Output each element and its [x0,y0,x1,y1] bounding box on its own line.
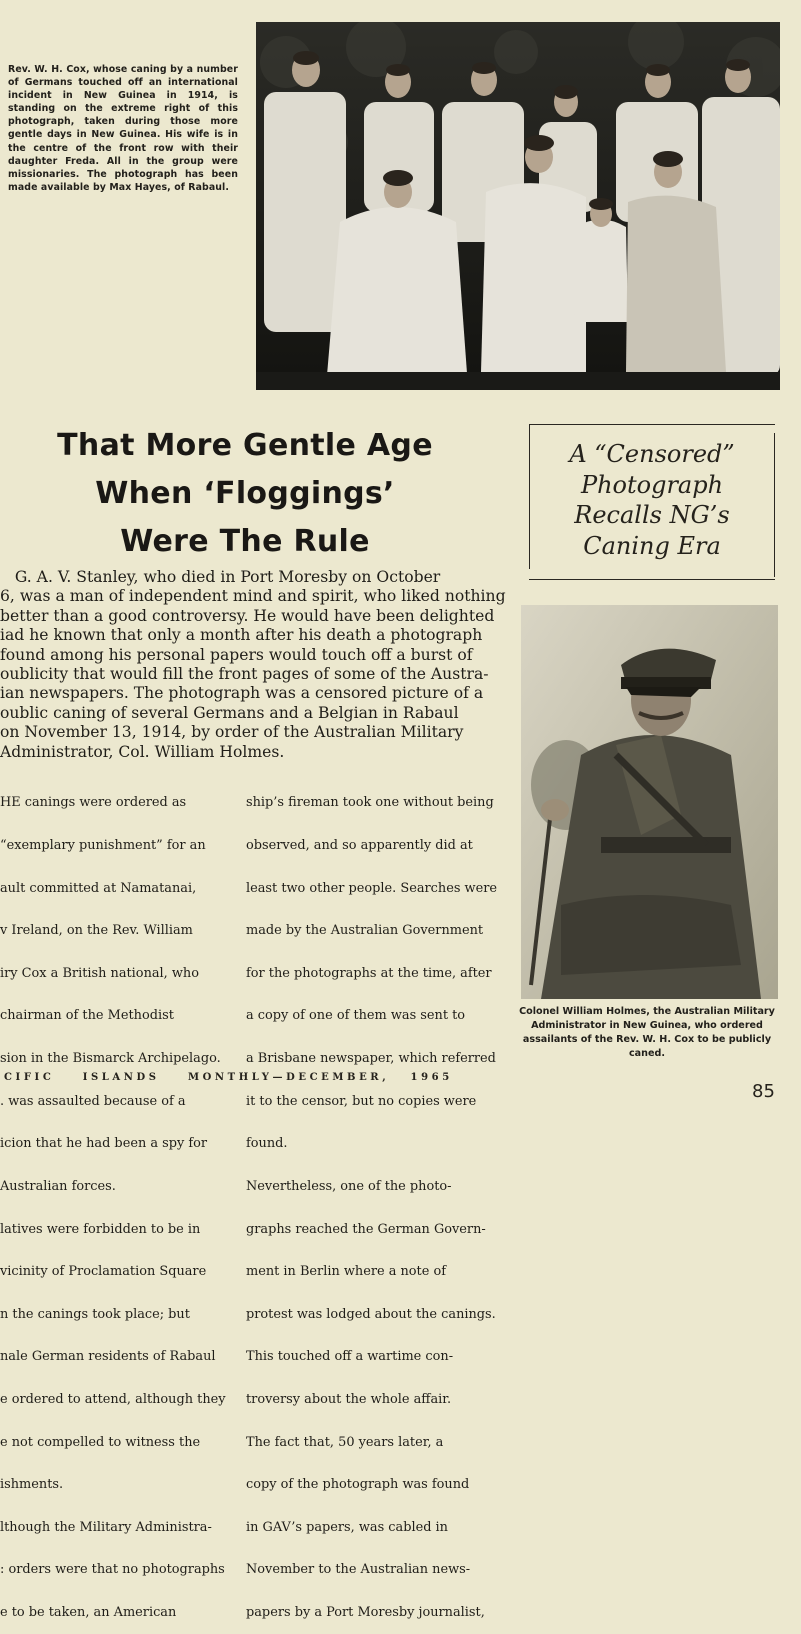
column-line: observed, and so apparently did at [246,838,473,854]
column-line: ishments. [0,1477,64,1493]
missionaries-photograph-image [256,22,780,390]
column-line: November to the Australian news- [246,1562,471,1578]
intro-line: on November 13, 1914, by order of the Australian Military [0,723,464,742]
intro-line: oublicity that would fill the front pages of some of the Austra- [0,665,489,684]
kicker-line-3: Recalls NG’s [574,501,730,529]
column-line: HE canings were ordered as [0,795,187,811]
intro-line: ian newspapers. The photograph was a censored picture of a [0,684,484,703]
column-line: copy of the photograph was found [246,1477,470,1493]
column-line: it to the censor, but no copies were [246,1093,477,1109]
column-line: a copy of one of them was sent to [246,1008,466,1024]
kicker-box [529,424,775,580]
column-line: a Brisbane newspaper, which referred [246,1051,496,1067]
body-column-1 [0,768,228,1634]
column-line: chairman of the Methodist [0,1008,174,1024]
column-line: n the canings took place; but [0,1306,190,1322]
column-line: found. [246,1136,288,1152]
running-footer: CIFIC ISLANDS MONTHLY—DECEMBER, 1965 [4,1072,453,1083]
article-headline [40,422,450,566]
column-line: ault committed at Namatanai, [0,880,197,896]
column-line: ment in Berlin where a note of [246,1264,446,1280]
column-line: iry Cox a British national, who [0,965,199,981]
colonel-holmes-photograph-image [521,605,778,999]
column-line: e ordered to attend, although they [0,1391,226,1407]
column-line: papers by a Port Moresby journalist, [246,1604,485,1620]
intro-line: better than a good controversy. He would have been delighted [0,606,495,625]
column-line: icion that he had been a spy for [0,1136,208,1152]
column-line: troversy about the whole affair. [246,1391,452,1407]
intro-line: Administrator, Col. William Holmes. [0,742,285,761]
column-line: Australian forces. [0,1178,116,1194]
column-line: latives were forbidden to be in [0,1221,201,1237]
column-line: protest was lodged about the canings. [246,1306,496,1322]
intro-paragraph [0,568,506,762]
kicker-line-2: Photograph [580,470,724,499]
colonel-holmes-photograph [521,605,778,999]
headline-line-1: That More Gentle Age [57,428,433,463]
column-line: This touched off a wartime con- [246,1349,454,1365]
headline-line-2: When ‘Floggings’ [95,476,395,511]
kicker-text [529,439,775,561]
intro-line: oublic caning of several Germans and a Belgian in Rabaul [0,703,459,722]
colonel-photo-caption: Colonel William Holmes, the Australian Military Administrator in New Guinea, who ordered assailants of the Rev. W. H. Cox to be publicly caned. [519,1006,775,1059]
intro-line: 6, was a man of independent mind and spirit, who liked nothing [0,587,506,606]
column-line: ship’s fireman took one without being [246,795,494,811]
kicker-line-1: A “Censored” [569,440,735,468]
column-line: for the photographs at the time, after [246,965,492,981]
headline-line-3: Were The Rule [120,524,370,559]
column-line: v Ireland, on the Rev. William [0,923,193,939]
column-line: graphs reached the German Govern- [246,1221,486,1237]
column-line: “exemplary punishment” for an [0,838,206,854]
column-line: Nevertheless, one of the photo- [246,1178,452,1194]
column-line: e to be taken, an American [0,1604,177,1620]
column-line: in GAV’s papers, was cabled in [246,1519,448,1535]
column-line: The fact that, 50 years later, a [246,1434,444,1450]
intro-line: found among his personal papers would touch off a burst of [0,645,473,664]
column-line: lthough the Military Administra- [0,1519,212,1535]
column-line: : orders were that no photographs [0,1562,225,1578]
body-column-2 [246,768,504,1634]
column-line: nale German residents of Rabaul [0,1349,216,1365]
top-photo-caption: Rev. W. H. Cox, whose caning by a number of Germans touched off an international incident in New Guinea in 1914, is standing on the extreme right of this photograph, taken during those more gentle days in New Guinea. His wife is in the centre of the front row with their daughter Freda. All in the group were missionaries. The photograph has been made available by Max Hayes, of Rabaul. [8,64,238,193]
intro-line: G. A. V. Stanley, who died in Port Moresby on October [0,568,441,586]
missionaries-photograph [256,22,780,390]
column-line: vicinity of Proclamation Square [0,1264,207,1280]
kicker-line-4: Caning Era [583,531,721,560]
column-line: sion in the Bismarck Archipelago. [0,1051,221,1067]
column-line: made by the Australian Government [246,923,484,939]
page-number: 85 [752,1081,775,1102]
column-line: e not compelled to witness the [0,1434,201,1450]
column-line: . was assaulted because of a [0,1093,186,1109]
column-line: least two other people. Searches were [246,880,497,896]
intro-line: iad he known that only a month after his death a photograph [0,626,483,645]
